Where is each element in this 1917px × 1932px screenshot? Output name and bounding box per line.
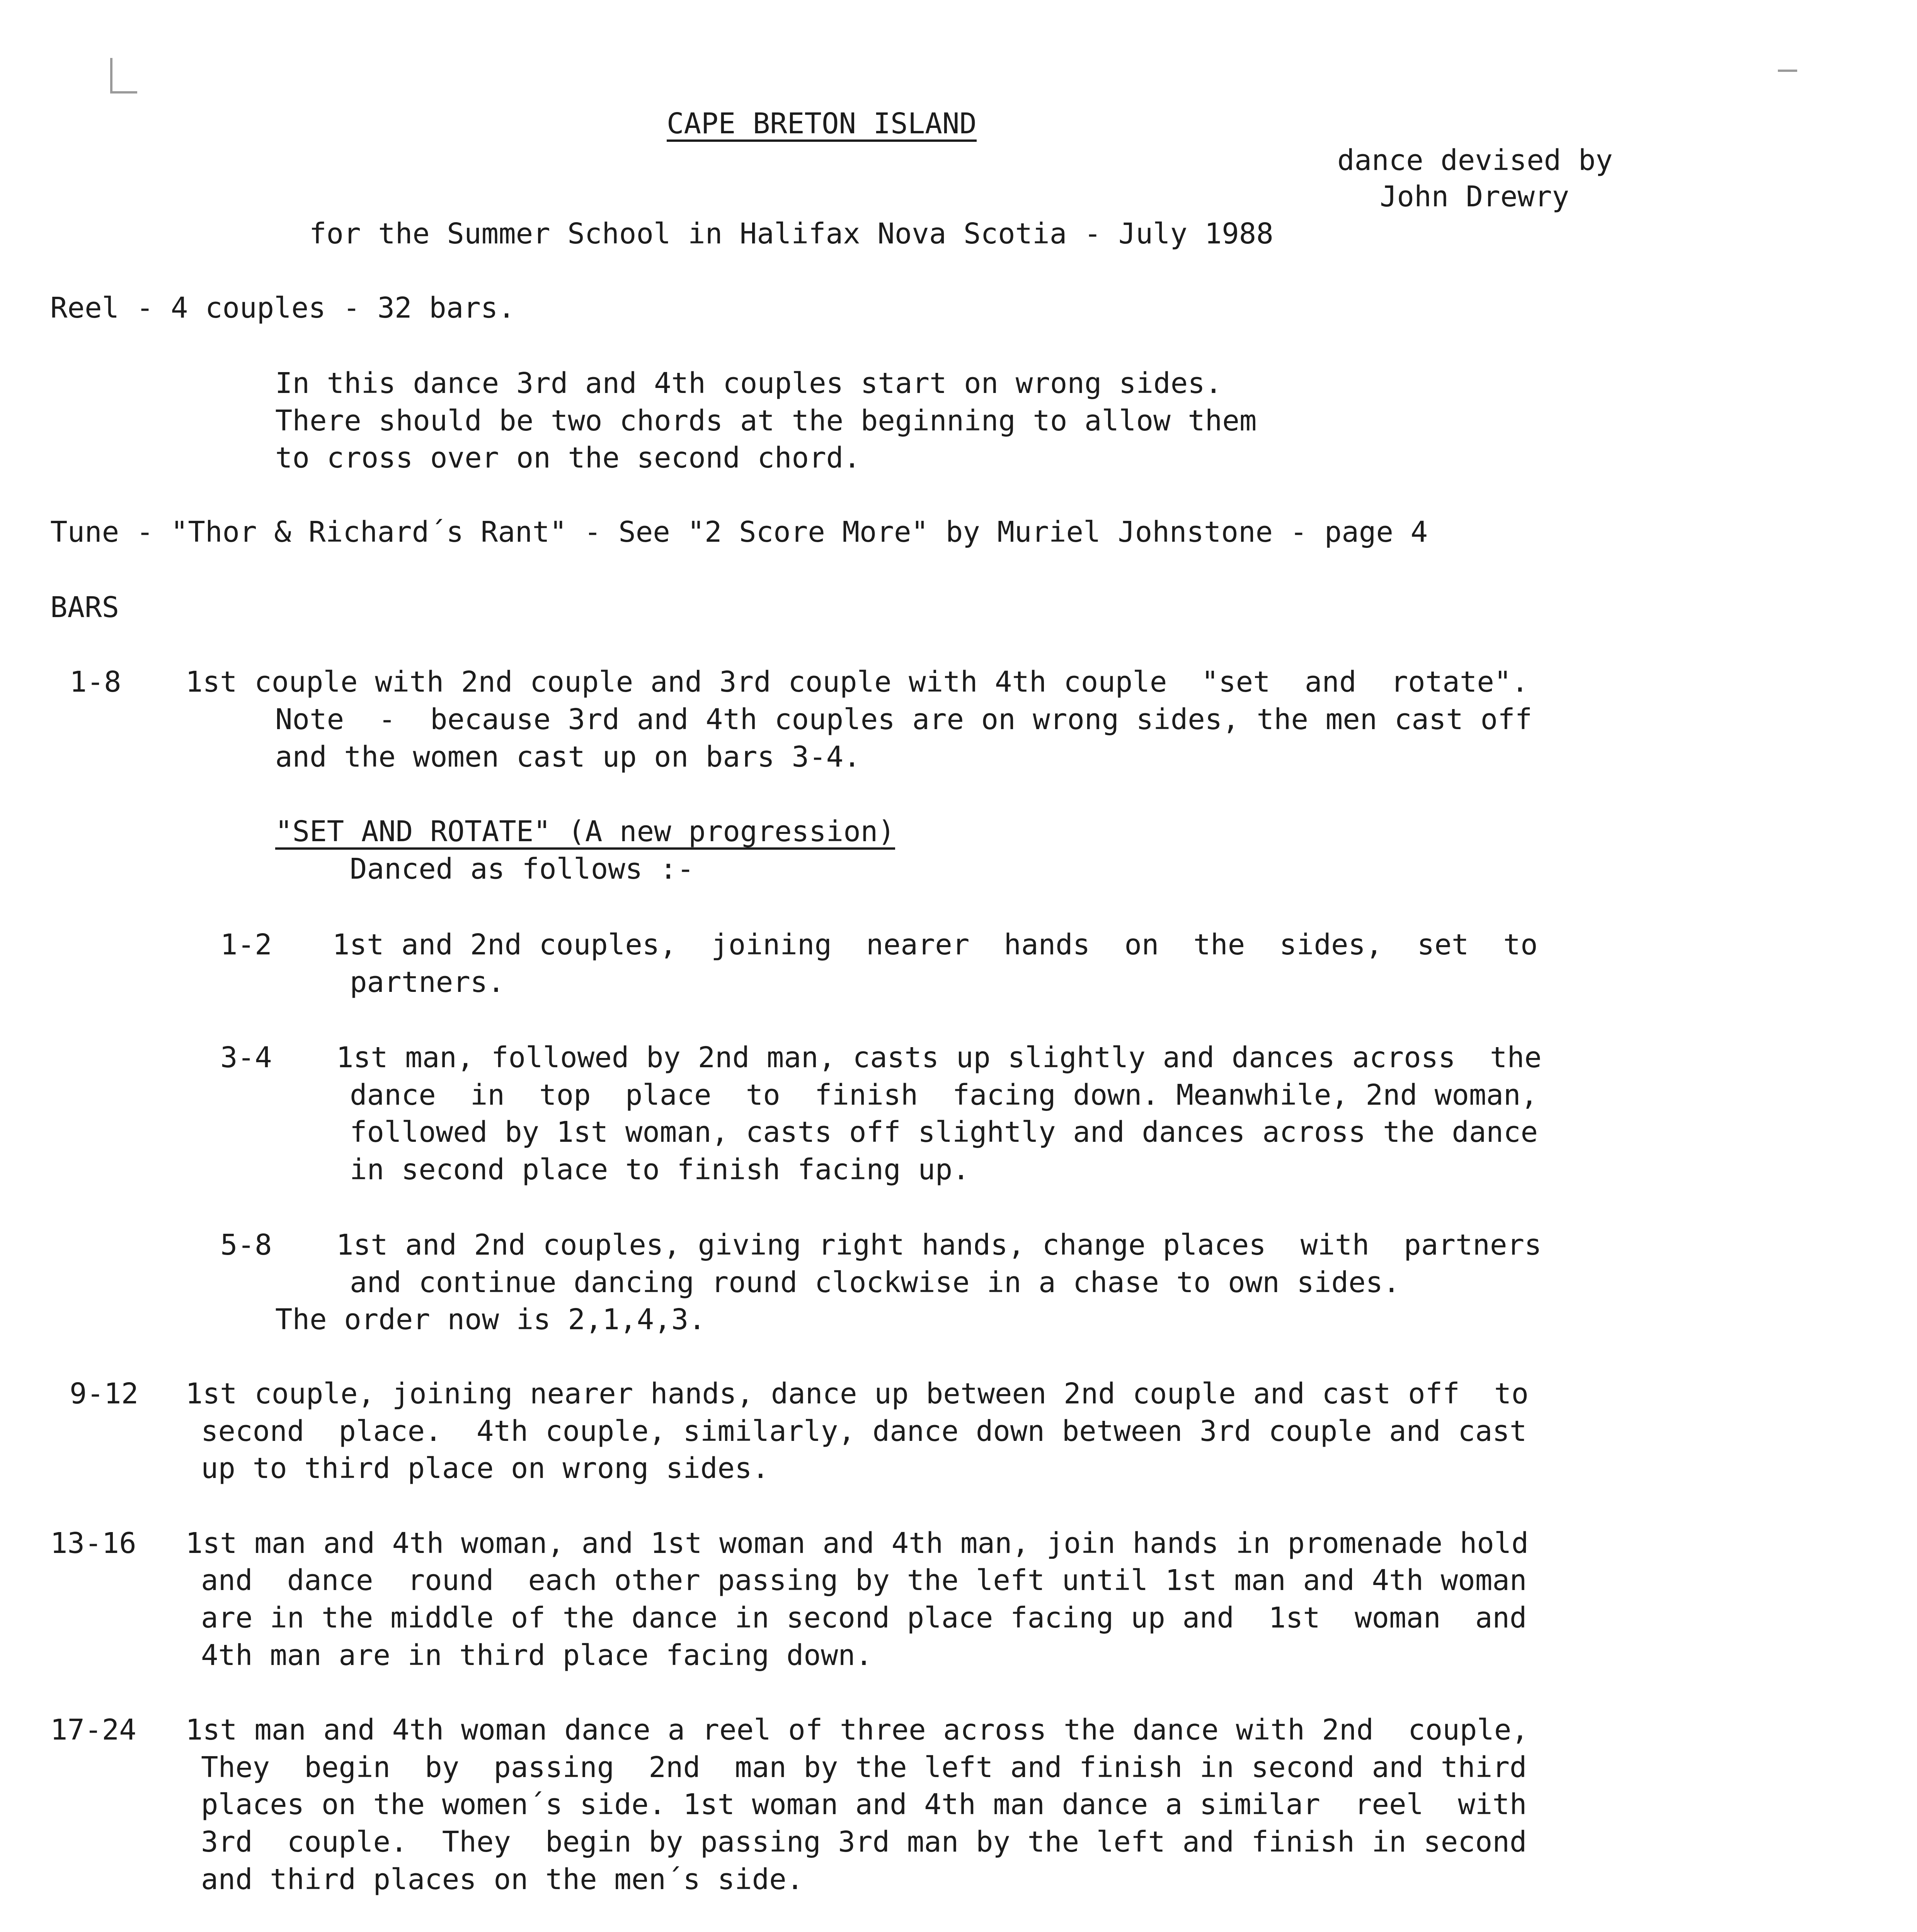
credit-line-1: dance devised by [1337,144,1613,177]
figure-line: second place. 4th couple, similarly, dance down between 3rd couple and cast [201,1415,1527,1448]
figure-line: 1st couple with 2nd couple and 3rd couple with 4th couple "set and rotate". [186,665,1529,699]
figure-line: They begin by passing 2nd man by the left and finish in second and third [201,1751,1527,1784]
figure-line: and the women cast up on bars 3-4. [275,740,861,774]
order-note: The order now is 2,1,4,3. [275,1303,706,1336]
step-line: 1st and 2nd couples, joining nearer hands on the sides, set to [332,928,1538,961]
figure-line: 1st man and 4th woman dance a reel of three across the dance with 2nd couple, [186,1713,1529,1747]
scan-mark-top-right [1778,70,1797,72]
figure-line: Note - because 3rd and 4th couples are on wrong sides, the men cast off [275,703,1532,736]
figure-bars-label: 1-8 [70,665,121,699]
step-line: partners. [350,966,505,999]
step-line: 1st man, followed by 2nd man, casts up slightly and dances across the [336,1041,1542,1074]
occasion-line: for the Summer School in Halifax Nova Scotia - July 1988 [309,217,1273,250]
step-line: in second place to finish facing up. [350,1153,970,1186]
figure-line: are in the middle of the dance in second place facing up and 1st woman and [201,1601,1527,1634]
figure-line: 1st couple, joining nearer hands, dance up between 2nd couple and cast off to [186,1377,1529,1410]
set-and-rotate-subheading: Danced as follows :- [350,852,695,886]
figure-line: 3rd couple. They begin by passing 3rd man by the left and finish in second [201,1825,1527,1859]
page-title: CAPE BRETON ISLAND [667,109,977,142]
figure-bars-label: 17-24 [50,1713,136,1747]
tune-line: Tune - "Thor & Richard´s Rant" - See "2 Score More" by Muriel Johnstone - page 4 [50,515,1428,549]
figure-line: and dance round each other passing by the left until 1st man and 4th woman [201,1564,1527,1597]
figure-bars-label: 9-12 [70,1377,139,1410]
step-line: followed by 1st woman, casts off slightly and dances across the dance [350,1116,1538,1149]
bars-heading: BARS [50,591,119,624]
figure-line: 1st man and 4th woman, and 1st woman and 4th man, join hands in promenade hold [186,1527,1529,1560]
figure-line: 4th man are in third place facing down. [201,1639,873,1672]
step-line: 1st and 2nd couples, giving right hands, change places with partners [336,1228,1542,1262]
figure-bars-label: 13-16 [50,1527,136,1560]
step-line: and continue dancing round clockwise in a chase to own sides. [350,1266,1400,1299]
step-bars-label: 1-2 [220,928,272,961]
intro-note-line: There should be two chords at the beginning to allow them [275,404,1257,437]
figure-line: and third places on the men´s side. [201,1863,804,1896]
credit-line-2: John Drewry [1380,180,1570,213]
set-and-rotate-heading: "SET AND ROTATE" (A new progression) [275,817,895,850]
scan-mark-top-left [110,58,112,93]
step-bars-label: 3-4 [220,1041,272,1074]
intro-note-line: In this dance 3rd and 4th couples start on wrong sides. [275,367,1222,400]
step-line: dance in top place to finish facing down. Meanwhile, 2nd woman, [350,1078,1538,1112]
dance-format: Reel - 4 couples - 32 bars. [50,291,515,325]
step-bars-label: 5-8 [220,1228,272,1262]
intro-note-line: to cross over on the second chord. [275,441,861,474]
scan-mark-top-left-foot [110,91,137,94]
figure-line: places on the women´s side. 1st woman and 4th man dance a similar reel with [201,1788,1527,1821]
figure-line: up to third place on wrong sides. [201,1452,770,1485]
